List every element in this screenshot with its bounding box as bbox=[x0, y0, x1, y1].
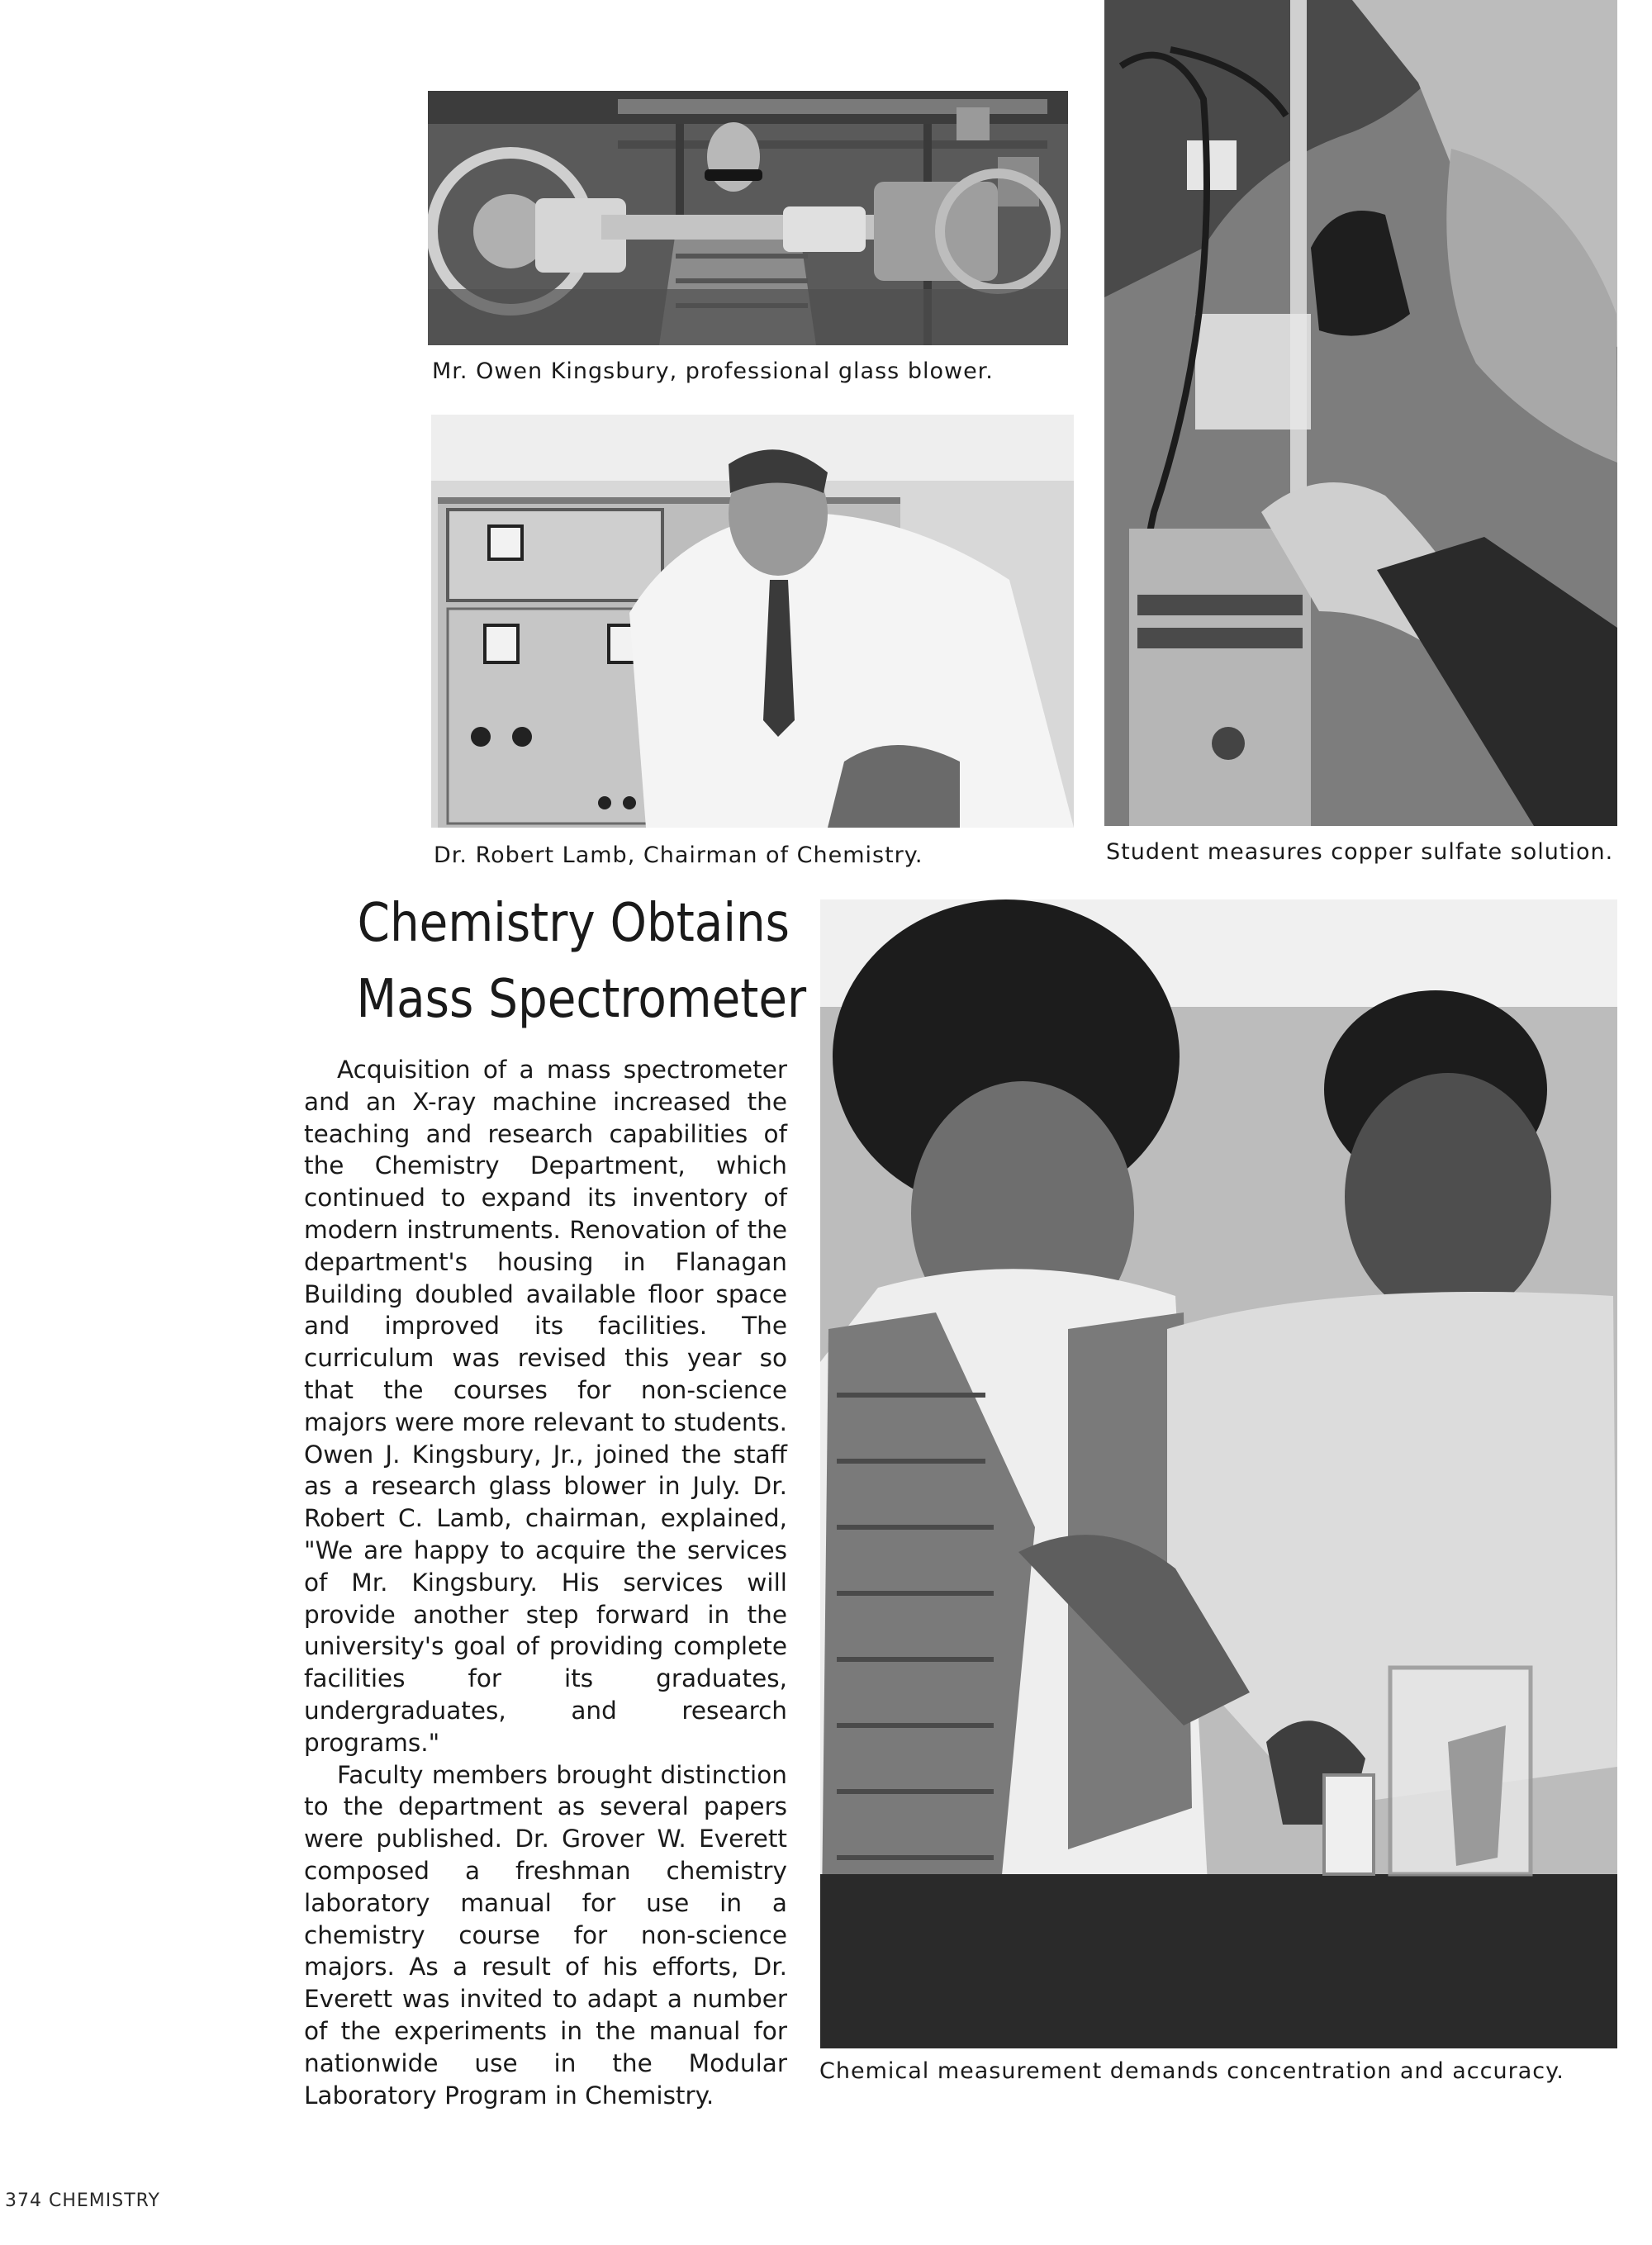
chairman-photo-image bbox=[431, 415, 1074, 828]
article-paragraph-2: Faculty members brought distinction to the department as several papers were published. Dr. Grover W. Everett composed a freshman chemistry laboratory manual for use in a chemistry course for non-science majors. As a result of his efforts, Dr. Everett was invited to adapt a number of the experiments in the manual for nationwide use in the Modular Laboratory Program in Chemistry. bbox=[304, 1760, 787, 2110]
article-paragraph-1: Acquisition of a mass spectrometer and an X-ray machine increased the teaching and research capabilities of the Chemistry Department, which continued to expand its inventory of modern instruments. Renovation of the department's housing in Flanagan Building doubled available floor space and improved its facilities. The curriculum was revised this year so that the courses for non-science majors were more relevant to students. Owen J. Kingsbury, Jr., joined the staff as a research glass blower in July. Dr. Robert C. Lamb, chairman, explained, "We are happy to acquire the services of Mr. Kingsbury. His services will provide another step forward in the university's goal of providing complete facilities for its graduates, undergraduates, and research programs." bbox=[304, 1056, 787, 1757]
glass-blower-caption: Mr. Owen Kingsbury, professional glass blower. bbox=[432, 358, 994, 384]
measurement-photo-image bbox=[820, 899, 1617, 2048]
copper-sulfate-photo bbox=[1104, 0, 1617, 826]
glass-blower-photo bbox=[428, 91, 1068, 345]
article-body bbox=[304, 1054, 787, 2111]
article-headline bbox=[356, 885, 807, 1037]
measurement-photo bbox=[820, 899, 1617, 2048]
chairman-caption: Dr. Robert Lamb, Chairman of Chemistry. bbox=[434, 842, 923, 868]
headline-line-2: Mass Spectrometer bbox=[356, 969, 807, 1030]
glass-blower-photo-image bbox=[428, 91, 1068, 345]
copper-sulfate-caption: Student measures copper sulfate solution. bbox=[1106, 839, 1614, 865]
measurement-caption: Chemical measurement demands concentration and accuracy. bbox=[819, 2058, 1564, 2084]
chairman-photo bbox=[431, 415, 1074, 828]
headline-line-1: Chemistry Obtains bbox=[357, 893, 790, 954]
copper-sulfate-photo-image bbox=[1104, 0, 1617, 826]
page-folio: 374 CHEMISTRY bbox=[5, 2190, 160, 2211]
